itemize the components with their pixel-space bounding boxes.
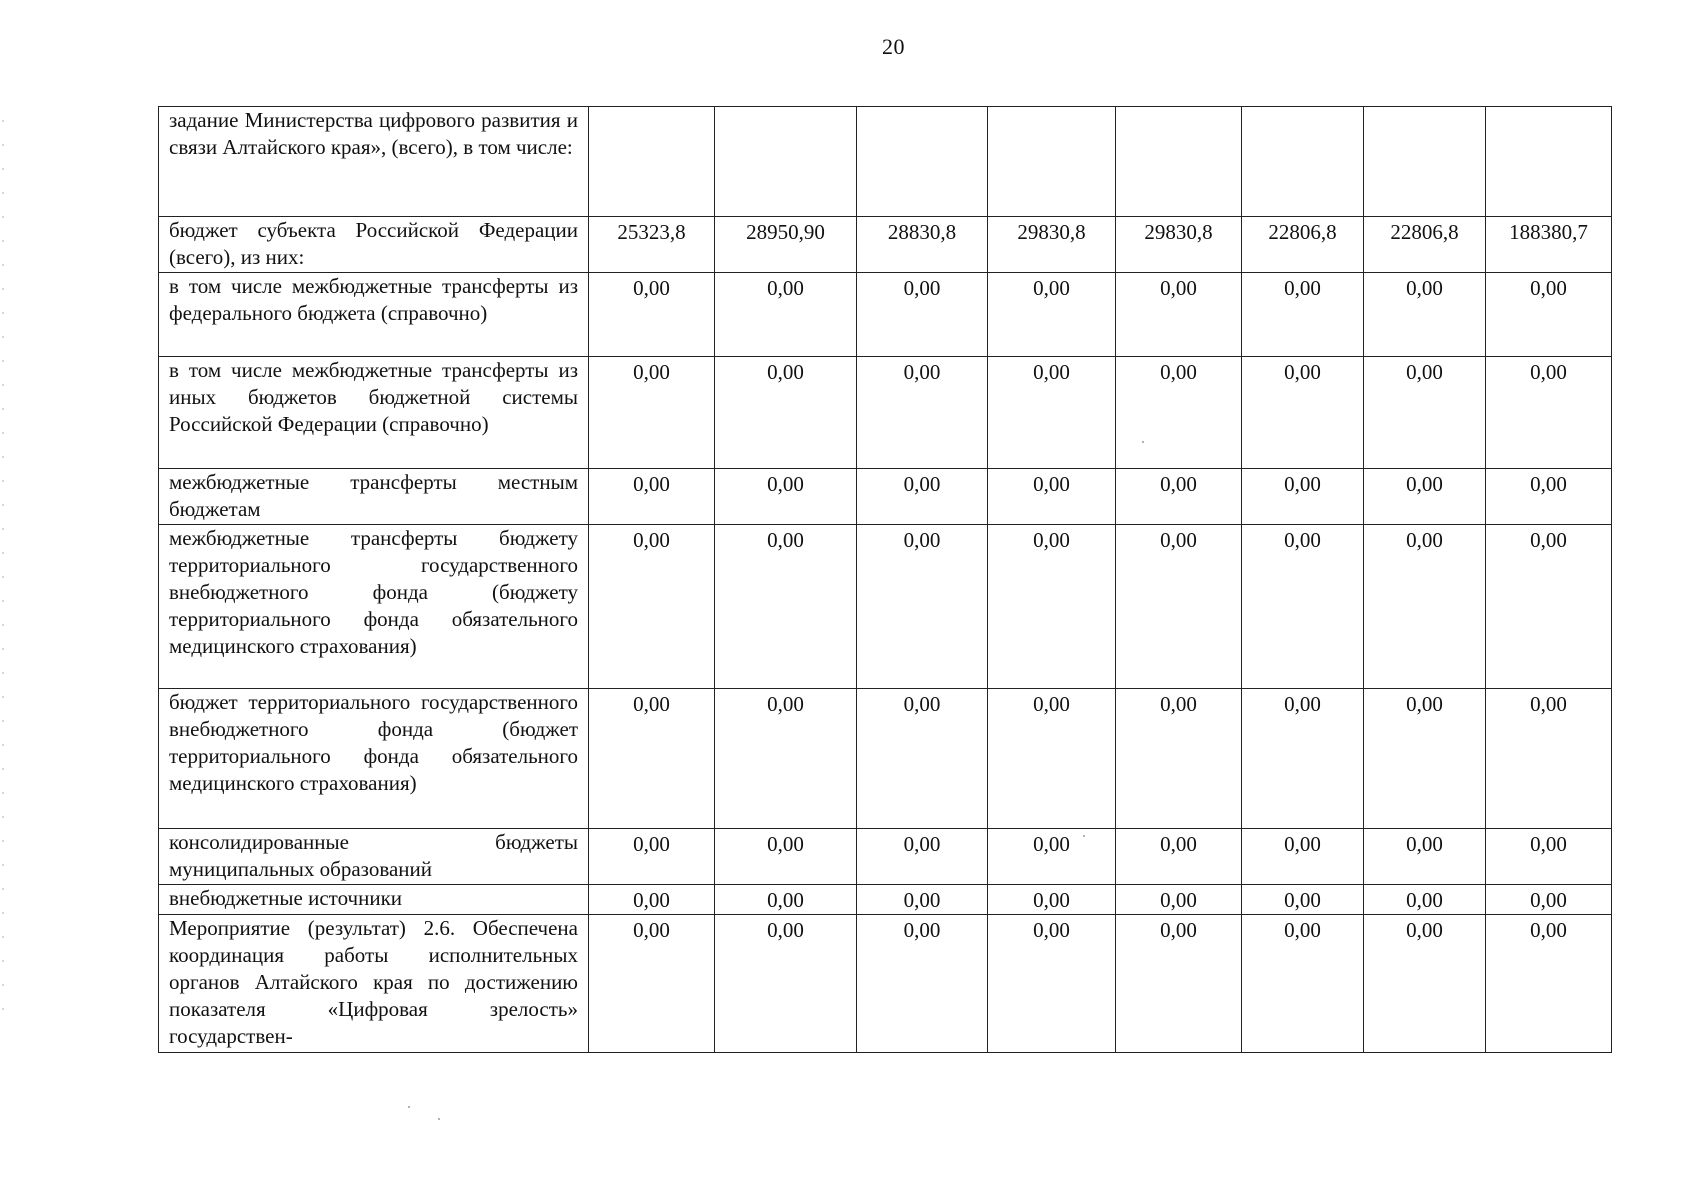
budget-table [158,106,1612,1053]
value-cell: 0,00 [1486,357,1612,469]
value-cell: 28830,8 [857,217,988,273]
value-cell: 0,00 [1364,469,1486,525]
scan-speck [1083,835,1085,837]
value-cell: 0,00 [715,525,857,689]
table-row [159,915,1612,1053]
value-cell: 0,00 [1364,885,1486,915]
value-cell [988,107,1116,217]
value-cell: 0,00 [988,469,1116,525]
value-cell: 0,00 [589,915,715,1053]
value-cell: 0,00 [1486,885,1612,915]
value-cell: 0,00 [715,689,857,829]
value-cell: 0,00 [1116,915,1242,1053]
row-label: межбюджетные трансферты местным бюджетам [159,469,589,525]
table-row [159,273,1612,357]
table-row [159,525,1612,689]
value-cell: 0,00 [1242,525,1364,689]
value-cell: 0,00 [1364,357,1486,469]
value-cell: 0,00 [589,525,715,689]
value-cell: 0,00 [857,915,988,1053]
row-label: внебюджетные источники [159,885,589,915]
value-cell: 0,00 [1116,273,1242,357]
table-body [159,107,1612,1053]
value-cell: 0,00 [857,885,988,915]
value-cell [857,107,988,217]
value-cell: 0,00 [1364,273,1486,357]
row-label: Мероприятие (результат) 2.6. Обеспечена координация работы исполнительных органов Алтайского края по достижению показателя «Цифровая зрелость» государствен- [159,915,589,1053]
value-cell: 0,00 [1242,689,1364,829]
value-cell: 0,00 [1242,357,1364,469]
value-cell [589,107,715,217]
table-row [159,357,1612,469]
value-cell: 28950,90 [715,217,857,273]
table-row [159,469,1612,525]
value-cell: 0,00 [1486,689,1612,829]
value-cell [1116,107,1242,217]
value-cell: 0,00 [857,469,988,525]
value-cell: 0,00 [1364,915,1486,1053]
row-label: бюджет субъекта Российской Федерации (всего), из них: [159,217,589,273]
row-label: межбюджетные трансферты бюджету территориального государственного внебюджетного фонда (бюджету территориального фонда обязательного медицинского страхования) [159,525,589,689]
value-cell: 0,00 [589,689,715,829]
value-cell: 0,00 [715,469,857,525]
value-cell: 22806,8 [1364,217,1486,273]
value-cell: 0,00 [857,357,988,469]
value-cell: 0,00 [1486,525,1612,689]
value-cell: 0,00 [1242,915,1364,1053]
value-cell: 0,00 [857,273,988,357]
table-row [159,689,1612,829]
value-cell: 0,00 [715,885,857,915]
table-row [159,107,1612,217]
value-cell: 29830,8 [988,217,1116,273]
value-cell: 0,00 [988,915,1116,1053]
value-cell: 188380,7 [1486,217,1612,273]
value-cell: 0,00 [715,829,857,885]
value-cell: 0,00 [857,829,988,885]
value-cell: 0,00 [1116,357,1242,469]
table-row [159,217,1612,273]
value-cell: 0,00 [1242,469,1364,525]
value-cell: 0,00 [1116,525,1242,689]
value-cell [715,107,857,217]
value-cell: 0,00 [715,273,857,357]
row-label: бюджет территориального государственного внебюджетного фонда (бюджет территориального фонда обязательного медицинского страхования) [159,689,589,829]
value-cell: 0,00 [1242,273,1364,357]
value-cell: 25323,8 [589,217,715,273]
row-label: задание Министерства цифрового развития и связи Алтайского края», (всего), в том числе: [159,107,589,217]
row-label: консолидированные бюджеты муниципальных образований [159,829,589,885]
value-cell: 0,00 [988,525,1116,689]
value-cell: 0,00 [1486,915,1612,1053]
value-cell: 0,00 [1242,829,1364,885]
value-cell: 22806,8 [1242,217,1364,273]
value-cell: 0,00 [1116,885,1242,915]
scan-margin-artifact [2,120,4,1020]
table-row [159,885,1612,915]
value-cell: 0,00 [1486,829,1612,885]
scan-speck [1142,441,1144,443]
value-cell [1242,107,1364,217]
value-cell: 0,00 [1364,525,1486,689]
value-cell: 0,00 [715,915,857,1053]
scan-speck [438,1118,440,1120]
scan-speck [408,1106,410,1108]
page-number: 20 [882,34,905,59]
value-cell: 0,00 [1116,689,1242,829]
value-cell: 0,00 [1242,885,1364,915]
value-cell: 0,00 [715,357,857,469]
table-row [159,829,1612,885]
value-cell: 0,00 [1116,469,1242,525]
value-cell: 0,00 [988,273,1116,357]
value-cell: 0,00 [988,689,1116,829]
value-cell: 0,00 [1364,829,1486,885]
value-cell: 0,00 [988,829,1116,885]
value-cell: 0,00 [1486,273,1612,357]
value-cell: 0,00 [857,525,988,689]
value-cell: 0,00 [988,357,1116,469]
value-cell: 0,00 [589,469,715,525]
value-cell: 0,00 [589,885,715,915]
value-cell: 0,00 [589,273,715,357]
value-cell: 0,00 [1116,829,1242,885]
row-label: в том числе межбюджетные трансферты из иных бюджетов бюджетной системы Российской Федерации (справочно) [159,357,589,469]
value-cell [1486,107,1612,217]
value-cell [1364,107,1486,217]
value-cell: 0,00 [589,357,715,469]
row-label: в том числе межбюджетные трансферты из федерального бюджета (справочно) [159,273,589,357]
value-cell: 0,00 [1486,469,1612,525]
value-cell: 0,00 [1364,689,1486,829]
value-cell: 0,00 [589,829,715,885]
value-cell: 0,00 [988,885,1116,915]
value-cell: 0,00 [857,689,988,829]
value-cell: 29830,8 [1116,217,1242,273]
